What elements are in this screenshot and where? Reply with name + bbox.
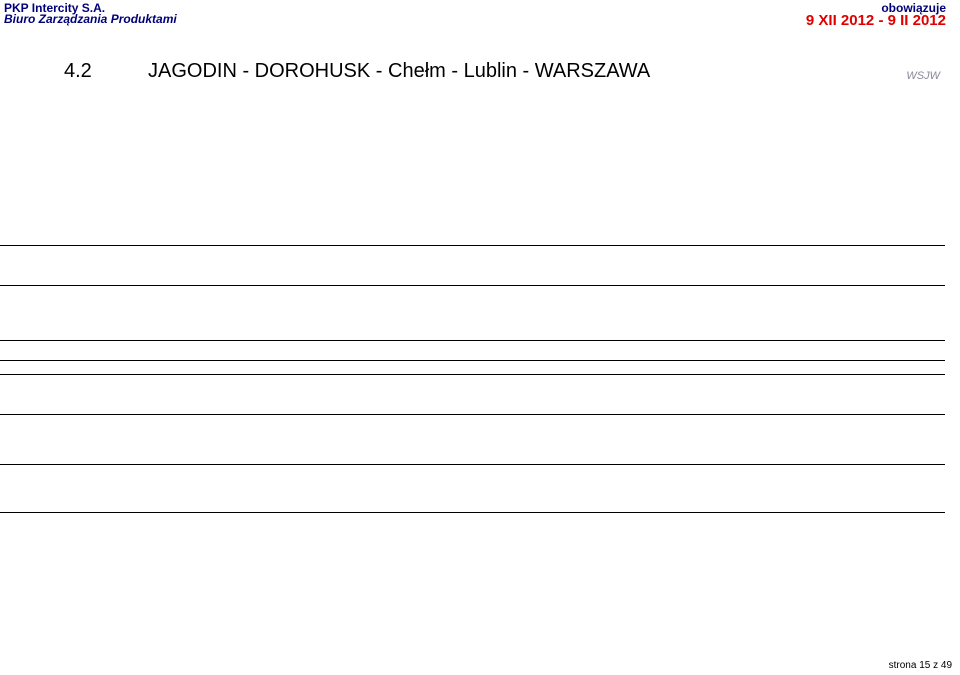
rule-line <box>0 245 945 246</box>
page-number: strona 15 z 49 <box>888 660 952 671</box>
table-number: 4.2 <box>64 60 92 82</box>
rule-line <box>0 360 945 361</box>
rule-line <box>0 374 945 375</box>
route-title: JAGODIN - DOROHUSK - Chełm - Lublin - WARSZAWA <box>148 60 651 82</box>
rule-line <box>0 285 945 286</box>
rule-line <box>0 340 945 341</box>
company-name: PKP Intercity S.A. <box>4 1 106 15</box>
validity-label: obowiązuje <box>881 1 946 15</box>
validity-dates: 9 XII 2012 - 9 II 2012 <box>805 12 946 29</box>
route-code: WSJW <box>906 70 940 82</box>
rule-line <box>0 464 945 465</box>
department-name: Biuro Zarządzania Produktami <box>4 12 177 26</box>
rule-line <box>0 414 945 415</box>
rule-line <box>0 512 945 513</box>
